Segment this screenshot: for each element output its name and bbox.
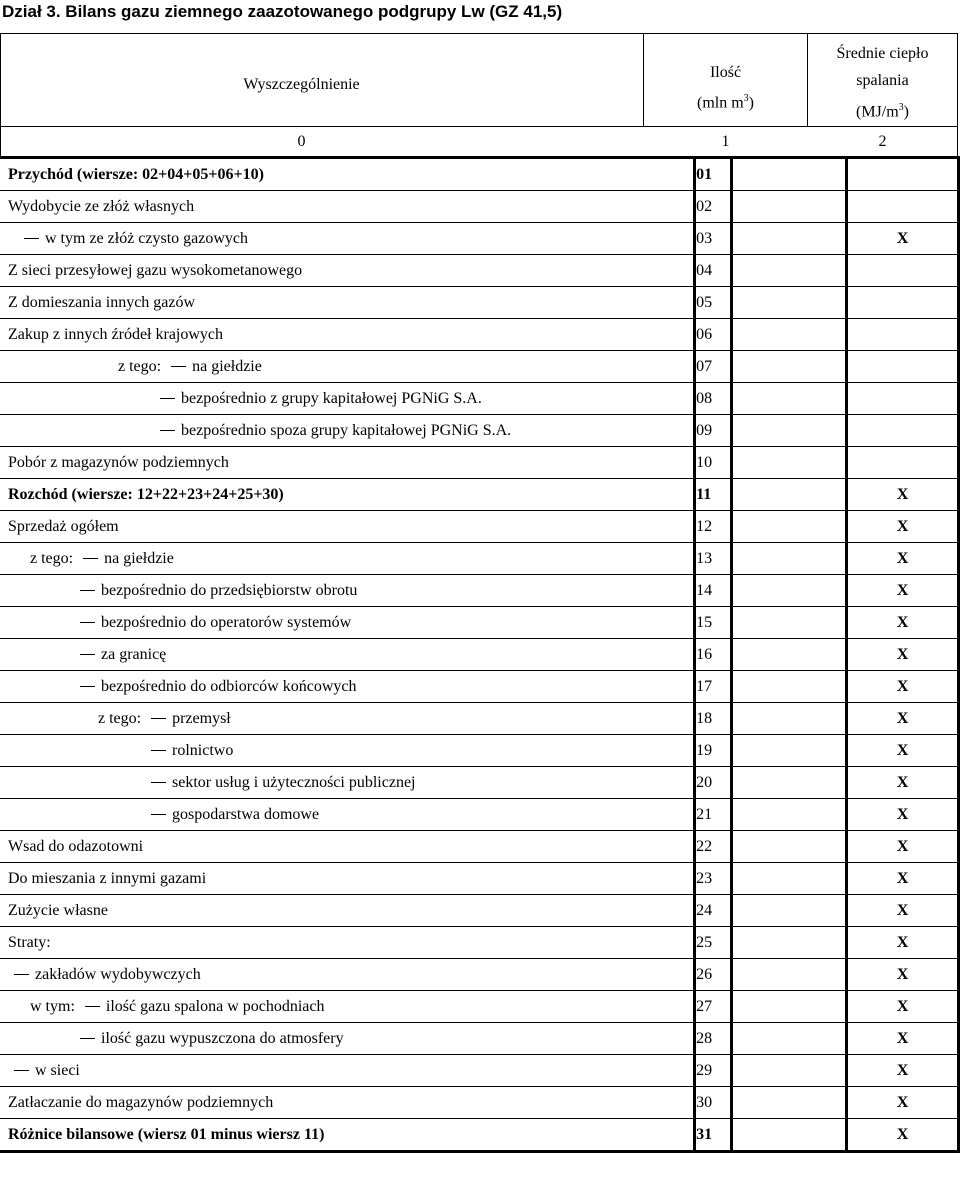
quantity-cell[interactable] <box>732 383 847 415</box>
row-label-text: gospodarstwa domowe <box>172 805 320 823</box>
dash-mark <box>80 590 95 591</box>
quantity-cell[interactable] <box>732 415 847 447</box>
table-row <box>0 895 959 927</box>
row-label <box>0 511 695 543</box>
header-top-border <box>0 33 958 34</box>
dash-mark <box>24 238 39 239</box>
row-label <box>0 959 695 991</box>
table-row <box>0 255 959 287</box>
dash-mark <box>83 558 98 559</box>
quantity-cell[interactable] <box>732 511 847 543</box>
row-label-text: w sieci <box>35 1061 80 1079</box>
heat-value-cell: X <box>847 639 959 671</box>
heat-value-cell: X <box>847 927 959 959</box>
row-number: 22 <box>695 831 732 863</box>
row-label-subtext: przemysł <box>172 709 231 727</box>
table-row <box>0 607 959 639</box>
row-label-text: Wsad do odazotowni <box>8 837 144 855</box>
row-number: 19 <box>695 735 732 767</box>
table-row <box>0 927 959 959</box>
quantity-cell[interactable] <box>732 1119 847 1152</box>
column-number-2: 2 <box>878 133 887 150</box>
row-label-text: w tym ze złóż czysto gazowych <box>45 229 249 247</box>
table-row <box>0 799 959 831</box>
row-label-text: ilość gazu wypuszczona do atmosfery <box>101 1029 344 1047</box>
table-row <box>0 511 959 543</box>
row-number: 26 <box>695 959 732 991</box>
row-label-subtext: na giełdzie <box>192 357 262 375</box>
quantity-cell[interactable] <box>732 158 847 191</box>
row-label-text: Zużycie własne <box>8 901 108 919</box>
quantity-cell[interactable] <box>732 799 847 831</box>
row-label-subtext: na giełdzie <box>104 549 174 567</box>
table-row <box>0 1023 959 1055</box>
heat-value-cell: X <box>847 767 959 799</box>
table-row <box>0 447 959 479</box>
quantity-cell[interactable] <box>732 575 847 607</box>
row-label <box>0 479 695 511</box>
quantity-cell[interactable] <box>732 671 847 703</box>
row-number: 07 <box>695 351 732 383</box>
row-label <box>0 831 695 863</box>
header-col-heat-value: Średnie ciepło spalania $(MJ/m^3)$ <box>836 45 929 121</box>
quantity-cell[interactable] <box>732 223 847 255</box>
row-number: 01 <box>695 158 732 191</box>
row-label-text: Do mieszania z innymi gazami <box>8 869 207 887</box>
dash-mark <box>80 622 95 623</box>
row-label-text: bezpośrednio do odbiorców końcowych <box>101 677 357 695</box>
heat-value-cell: X <box>847 223 959 255</box>
table-row <box>0 223 959 255</box>
row-number: 30 <box>695 1087 732 1119</box>
table-row <box>0 158 959 191</box>
heat-value-cell[interactable] <box>847 447 959 479</box>
table-row <box>0 351 959 383</box>
heat-value-cell: X <box>847 1023 959 1055</box>
table-row <box>0 767 959 799</box>
table-row <box>0 959 959 991</box>
row-label <box>0 319 695 351</box>
row-label <box>0 735 695 767</box>
quantity-cell[interactable] <box>732 831 847 863</box>
table-row <box>0 383 959 415</box>
row-number: 11 <box>695 479 732 511</box>
row-number: 23 <box>695 863 732 895</box>
dash-mark <box>14 1070 29 1071</box>
row-number: 04 <box>695 255 732 287</box>
heat-value-cell: X <box>847 959 959 991</box>
table-row <box>0 415 959 447</box>
row-label-text: Wydobycie ze złóż własnych <box>8 197 195 215</box>
row-number: 29 <box>695 1055 732 1087</box>
row-number: 08 <box>695 383 732 415</box>
row-number: 05 <box>695 287 732 319</box>
row-label-text: Zatłaczanie do magazynów podziemnych <box>8 1093 274 1111</box>
dash-mark <box>80 1038 95 1039</box>
row-number: 27 <box>695 991 732 1023</box>
table-row <box>0 639 959 671</box>
heat-value-cell: X <box>847 1119 959 1152</box>
row-number: 24 <box>695 895 732 927</box>
quantity-cell[interactable] <box>732 959 847 991</box>
heat-value-cell[interactable] <box>847 351 959 383</box>
row-label <box>0 607 695 639</box>
quantity-cell[interactable] <box>732 703 847 735</box>
row-label-text: w tym: <box>30 997 75 1015</box>
row-label-text: z tego: <box>30 549 74 567</box>
row-label <box>0 799 695 831</box>
row-label <box>0 223 695 255</box>
row-number: 09 <box>695 415 732 447</box>
row-label <box>0 1119 695 1152</box>
quantity-cell[interactable] <box>732 895 847 927</box>
quantity-cell[interactable] <box>732 639 847 671</box>
dash-mark <box>160 430 175 431</box>
balance-table-body <box>0 158 959 1152</box>
quantity-cell[interactable] <box>732 1023 847 1055</box>
dash-mark <box>85 1006 100 1007</box>
row-label-text: Z sieci przesyłowej gazu wysokometanowego <box>8 261 303 279</box>
heat-value-cell[interactable] <box>847 255 959 287</box>
row-label-text: bezpośrednio do operatorów systemów <box>101 613 352 631</box>
table-row <box>0 735 959 767</box>
row-label-text: Rozchód (wiersze: 12+22+23+24+25+30) <box>8 485 284 503</box>
heat-value-cell: X <box>847 1055 959 1087</box>
row-label-text: Straty: <box>8 933 51 951</box>
row-label <box>0 543 695 575</box>
heat-value-cell: X <box>847 991 959 1023</box>
row-label-text: rolnictwo <box>172 741 234 759</box>
row-number: 25 <box>695 927 732 959</box>
dash-mark <box>160 398 175 399</box>
column-number-1: 1 <box>721 133 730 150</box>
table-row <box>0 287 959 319</box>
quantity-cell[interactable] <box>732 479 847 511</box>
header-right-border <box>957 33 958 157</box>
quantity-cell[interactable] <box>732 351 847 383</box>
heat-value-cell[interactable] <box>847 319 959 351</box>
quantity-cell[interactable] <box>732 447 847 479</box>
header-col-description: Wyszczególnienie <box>243 76 360 93</box>
row-label-text: Pobór z magazynów podziemnych <box>8 453 229 471</box>
heat-value-cell[interactable] <box>847 415 959 447</box>
row-label <box>0 415 695 447</box>
row-number: 15 <box>695 607 732 639</box>
dash-mark <box>14 974 29 975</box>
heat-value-cell[interactable] <box>847 191 959 223</box>
row-label <box>0 1055 695 1087</box>
table-row <box>0 575 959 607</box>
quantity-cell[interactable] <box>732 255 847 287</box>
heat-value-cell: X <box>847 799 959 831</box>
row-label <box>0 1087 695 1119</box>
quantity-cell[interactable] <box>732 191 847 223</box>
dash-mark <box>151 814 166 815</box>
row-label-text: bezpośrednio do przedsiębiorstw obrotu <box>101 581 358 599</box>
row-label-text: z tego: <box>98 709 142 727</box>
table-row <box>0 191 959 223</box>
row-label <box>0 287 695 319</box>
row-label-subtext: ilość gazu spalona w pochodniach <box>105 997 325 1015</box>
row-number: 16 <box>695 639 732 671</box>
row-label-text: bezpośrednio spoza grupy kapitałowej PGNiG S.A. <box>181 421 512 439</box>
heat-value-cell: X <box>847 1087 959 1119</box>
row-label <box>0 639 695 671</box>
row-label <box>0 767 695 799</box>
heat-value-cell: X <box>847 543 959 575</box>
row-number: 20 <box>695 767 732 799</box>
heat-value-cell[interactable] <box>847 287 959 319</box>
table-row <box>0 543 959 575</box>
heat-value-cell: X <box>847 479 959 511</box>
heat-value-cell[interactable] <box>847 158 959 191</box>
row-label <box>0 158 695 191</box>
table-row <box>0 991 959 1023</box>
row-label <box>0 927 695 959</box>
quantity-cell[interactable] <box>732 543 847 575</box>
row-number: 18 <box>695 703 732 735</box>
row-label <box>0 671 695 703</box>
row-number: 12 <box>695 511 732 543</box>
table-row <box>0 671 959 703</box>
row-label-text: bezpośrednio z grupy kapitałowej PGNiG S.A. <box>181 389 482 407</box>
row-label-text: Sprzedaż ogółem <box>8 517 119 535</box>
row-label-text: Przychód (wiersze: 02+04+05+06+10) <box>8 165 264 183</box>
row-label-text: zakładów wydobywczych <box>35 965 201 983</box>
quantity-cell[interactable] <box>732 1087 847 1119</box>
table-row <box>0 863 959 895</box>
row-number: 03 <box>695 223 732 255</box>
row-number: 28 <box>695 1023 732 1055</box>
table-row <box>0 703 959 735</box>
dash-mark <box>151 718 166 719</box>
row-label <box>0 255 695 287</box>
heat-value-cell: X <box>847 735 959 767</box>
dash-mark <box>80 686 95 687</box>
table-row <box>0 479 959 511</box>
table-row <box>0 831 959 863</box>
quantity-cell[interactable] <box>732 607 847 639</box>
row-number: 31 <box>695 1119 732 1152</box>
quantity-cell[interactable] <box>732 863 847 895</box>
header-bottom-border <box>0 126 958 127</box>
quantity-cell[interactable] <box>732 287 847 319</box>
row-label <box>0 703 695 735</box>
row-label <box>0 1023 695 1055</box>
row-label-text: sektor usług i użyteczności publicznej <box>172 773 416 791</box>
row-number: 10 <box>695 447 732 479</box>
row-label <box>0 575 695 607</box>
section-title: Dział 3. Bilans gazu ziemnego zaazotowanego podgrupy Lw (GZ 41,5) <box>2 2 563 21</box>
heat-value-cell: X <box>847 831 959 863</box>
row-label <box>0 991 695 1023</box>
row-number: 02 <box>695 191 732 223</box>
heat-value-cell: X <box>847 863 959 895</box>
quantity-cell[interactable] <box>732 767 847 799</box>
row-label-text: Z domieszania innych gazów <box>8 293 196 311</box>
row-label <box>0 863 695 895</box>
quantity-cell[interactable] <box>732 319 847 351</box>
row-label-text: Różnice bilansowe (wiersz 01 minus wiersz 11) <box>8 1125 325 1143</box>
quantity-cell[interactable] <box>732 1055 847 1087</box>
row-label <box>0 191 695 223</box>
row-number: 13 <box>695 543 732 575</box>
column-number-0: 0 <box>297 133 306 150</box>
header-col-quantity: Ilość (mln $m^3$) <box>697 64 754 112</box>
dash-mark <box>80 654 95 655</box>
table-row <box>0 1119 959 1152</box>
quantity-cell[interactable] <box>732 927 847 959</box>
quantity-cell[interactable] <box>732 991 847 1023</box>
row-number: 21 <box>695 799 732 831</box>
balance-table <box>0 156 960 1153</box>
dash-mark <box>151 782 166 783</box>
row-label <box>0 351 695 383</box>
table-row <box>0 319 959 351</box>
row-number: 17 <box>695 671 732 703</box>
row-label-text: Zakup z innych źródeł krajowych <box>8 325 224 343</box>
row-number: 06 <box>695 319 732 351</box>
quantity-cell[interactable] <box>732 735 847 767</box>
row-label <box>0 383 695 415</box>
row-number: 14 <box>695 575 732 607</box>
heat-value-cell: X <box>847 575 959 607</box>
heat-value-cell: X <box>847 703 959 735</box>
heat-value-cell[interactable] <box>847 383 959 415</box>
heat-value-cell: X <box>847 607 959 639</box>
dash-mark <box>171 366 186 367</box>
row-label <box>0 895 695 927</box>
dash-mark <box>151 750 166 751</box>
table-row <box>0 1087 959 1119</box>
table-row <box>0 1055 959 1087</box>
row-label-text: z tego: <box>118 357 162 375</box>
row-label <box>0 447 695 479</box>
row-label-text: za granicę <box>101 645 167 663</box>
heat-value-cell: X <box>847 671 959 703</box>
heat-value-cell: X <box>847 511 959 543</box>
heat-value-cell: X <box>847 895 959 927</box>
